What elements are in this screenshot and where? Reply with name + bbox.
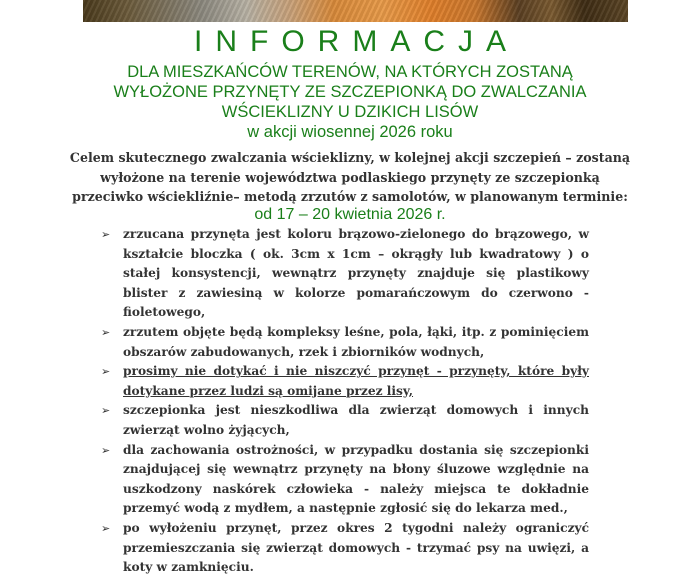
page-title: INFORMACJA (194, 25, 519, 58)
arrow-bullet-icon: ➢ (101, 325, 111, 339)
list-item-text: szczepionka jest nieszkodliwa dla zwierząt domowych i innych zwierząt wolno żyjących, (123, 403, 589, 437)
list-item (101, 225, 589, 323)
lead-line: Celem skutecznego zwalczania wścieklizny, w kolejnej akcji szczepień – zostaną (69, 150, 631, 165)
list-item (101, 401, 589, 440)
arrow-bullet-icon: ➢ (101, 365, 111, 379)
lead-line: przeciwko wściekliźnie– metodą zrzutów z samolotów, w planowanym terminie: (72, 189, 628, 204)
list-item-text: po wyłożeniu przynęt, przez okres 2 tygodni należy ograniczyć przemieszczania się zwierząt domowych - trzymać psy na uwięzi, a koty w zamknięciu. (123, 520, 589, 575)
fox-photo (83, 0, 628, 22)
list-item-warning (101, 362, 589, 401)
arrow-bullet-icon: ➢ (101, 443, 111, 457)
list-item-text: dla zachowania ostrożności, w przypadku dostania się szczepionki znajdującej się wewnątrz przynęty na błony śluzowe względnie na uszkodzony naskórek człowieka - należy miejsca te dokładnie przemyć wodą z mydłem, a następnie zgłosić się do lekarza med., (123, 442, 589, 516)
subtitle (0, 62, 700, 142)
list-item-text: prosimy nie dotykać i nie niszczyć przynęt - przynęty, które były dotykane przez ludzi są omijane przez lisy, (123, 364, 589, 398)
arrow-bullet-icon: ➢ (101, 228, 111, 241)
lead-line: wyłożone na terenie województwa podlaskiego przynęty ze szczepionką (100, 169, 600, 185)
lead-paragraph (0, 148, 700, 207)
list-item (101, 519, 589, 578)
subtitle-line: WYŁOŻONE PRZYNĘTY ZE SZCZEPIONKĄ DO ZWALCZANIA (113, 83, 587, 101)
arrow-bullet-icon: ➢ (101, 404, 111, 418)
list-item-text: zrzucana przynęta jest koloru brązowo-zielonego do brązowego, w kształcie bloczka ( ok. 3cm x 1cm – okrągły lub kwadratowy ) o stałej konsystencji, wewnątrz przynęty znajduje się plastikowy blister z zawiesiną w kolorze pomarańczowym do czerwono - fioletowego, (123, 227, 589, 320)
arrow-bullet-icon: ➢ (101, 521, 111, 535)
list-item-text: zrzutem objęte będą kompleksy leśne, pola, łąki, itp. z pominięciem obszarów zabudowanych, rzek i zbiorników wodnych, (123, 324, 589, 359)
list-item (101, 441, 589, 519)
subtitle-line: w akcji wiosennej 2026 roku (247, 123, 453, 141)
subtitle-line: DLA MIESZKAŃCÓW TERENÓW, NA KTÓRYCH ZOSTANĄ (127, 63, 573, 81)
campaign-dates: od 17 – 20 kwietnia 2026 r. (254, 206, 446, 223)
info-list (101, 225, 589, 578)
subtitle-line: WŚCIEKLIZNY U DZIKICH LISÓW (221, 103, 479, 121)
list-item (101, 323, 589, 362)
